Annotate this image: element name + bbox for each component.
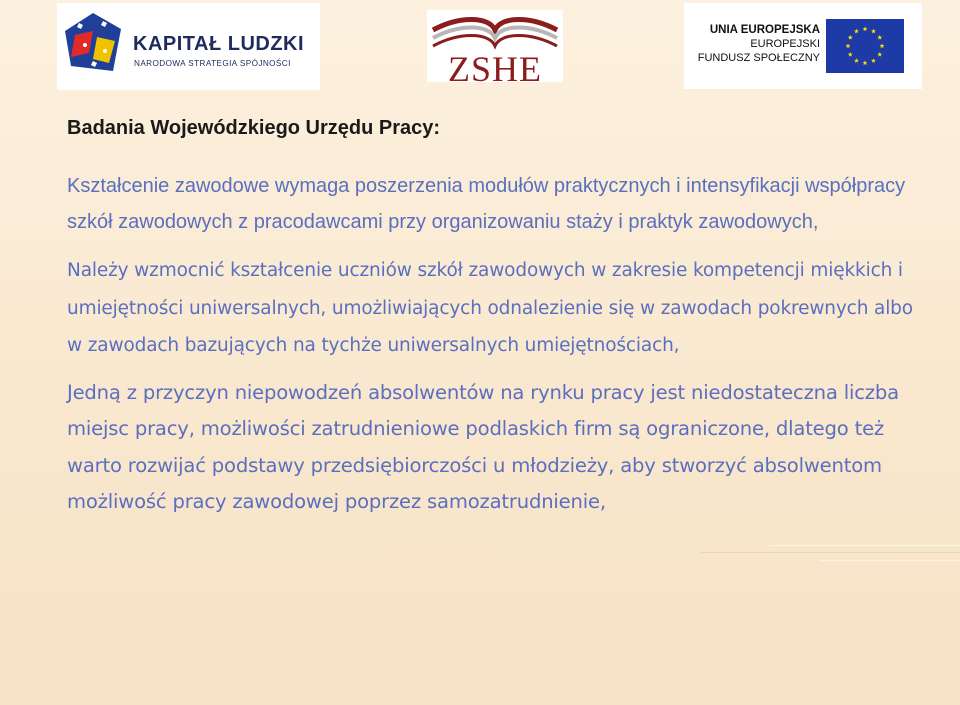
slide-heading: Badania Wojewódzkiego Urzędu Pracy:	[67, 117, 441, 139]
paragraph-1: Kształcenie zawodowe wymaga poszerzenia modułów praktycznych i intensyfikacji współpracy szkół zawodowych z pracodawcami przy organizowaniu staży i praktyk zawodowych,	[67, 175, 906, 233]
zshe-wordmark: ZSHE	[448, 49, 542, 89]
kapital-ludzki-subtitle: NARODOWA STRATEGIA SPÓJNOŚCI	[134, 59, 291, 68]
kapital-ludzki-logo	[57, 3, 320, 90]
kapital-ludzki-emblem-icon	[63, 11, 123, 81]
kapital-ludzki-title: KAPITAŁ LUDZKI	[133, 33, 305, 55]
decorative-line	[820, 560, 960, 561]
zshe-wave-icon	[429, 12, 561, 52]
decorative-line	[770, 545, 960, 546]
slide-content	[67, 114, 927, 521]
decorative-line	[700, 552, 960, 553]
zshe-logo	[427, 10, 563, 89]
eu-line-1: UNIA EUROPEJSKA	[709, 24, 820, 36]
eu-logo	[684, 3, 922, 89]
paragraph-3: Jedną z przyczyn niepowodzeń absolwentów na rynku pracy jest niedostateczna liczba miejsc pracy, możliwości zatrudnieniowe podlaskich firm są ograniczone, dlatego też warto rozwijać podstawy przedsiębiorczości u młodzieży, aby stworzyć absolwentom możliwość pracy zawodowej poprzez samozatrudnienie,	[67, 380, 899, 513]
eu-line-2: EUROPEJSKI	[750, 38, 820, 50]
eu-text	[692, 23, 820, 65]
eu-flag-icon	[826, 19, 904, 73]
eu-line-3: FUNDUSZ SPOŁECZNY	[697, 52, 820, 64]
paragraph-2: Należy wzmocnić kształcenie uczniów szkół zawodowych w zakresie kompetencji miękkich i umiejętności uniwersalnych, umożliwiających odnalezienie się w zawodach pokrewnych albo w zawodach bazujących na tychże uniwersalnych umiejętnościach,	[67, 260, 913, 356]
